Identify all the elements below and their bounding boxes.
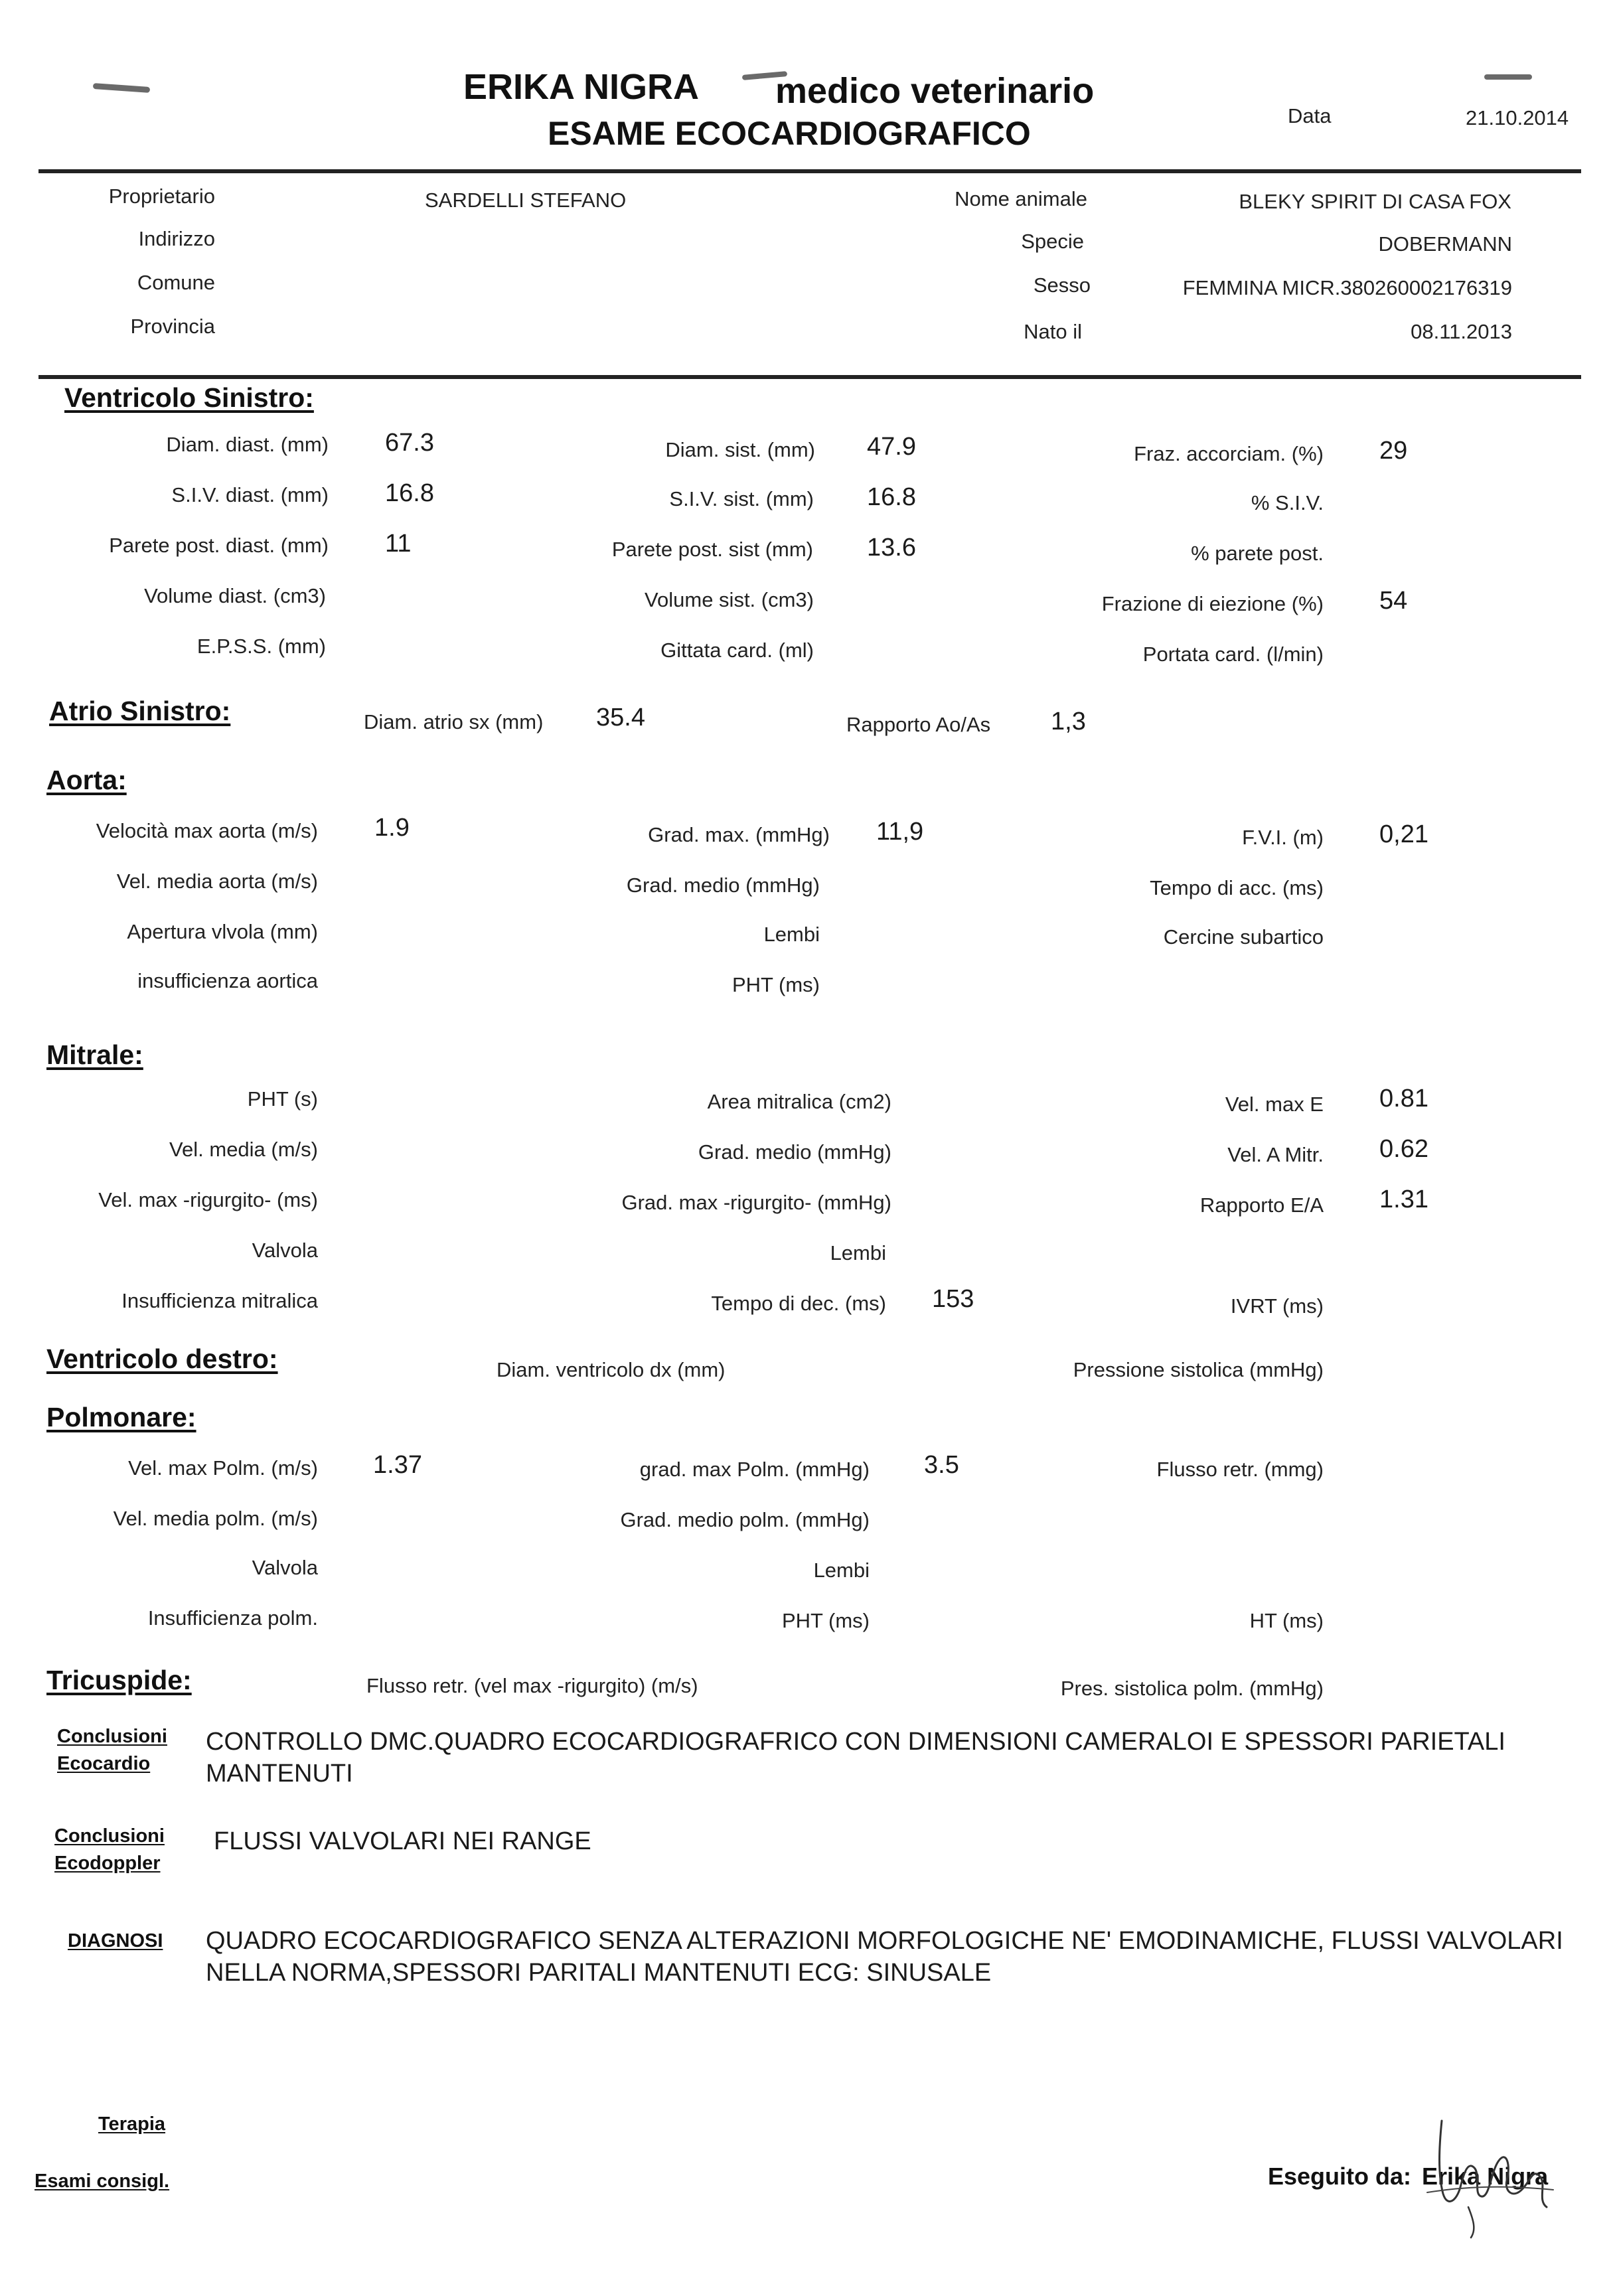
signature-stroke [1427, 2187, 1553, 2192]
ao-grad-medio-label: Grad. medio (mmHg) [626, 874, 820, 897]
mi-vel-max-e-label: Vel. max E [1225, 1093, 1324, 1116]
mi-tempo-dec-label: Tempo di dec. (ms) [711, 1292, 886, 1315]
vs-vol-sist-label: Volume sist. (cm3) [645, 588, 814, 611]
diagnosi-text: QUADRO ECOCARDIOGRAFICO SENZA ALTERAZIONI MORFOLOGICHE NE' EMODINAMICHE, FLUSSI VALVOLARI NELLA NORMA,SPESSORI PARITALI MANTENUTI ECG: SINUSALE [206, 1927, 1563, 1987]
vd-pressione-label: Pressione sistolica (mmHg) [1073, 1358, 1324, 1381]
mi-ivrt-label: IVRT (ms) [1230, 1294, 1324, 1318]
scan-mark [1484, 74, 1532, 80]
as-diam-label: Diam. atrio sx (mm) [364, 710, 544, 733]
as-rapporto-value: 1,3 [1051, 708, 1086, 735]
vs-parete-sist-label: Parete post. sist (mm) [611, 538, 813, 561]
section-polmonare: Polmonare: [46, 1402, 196, 1432]
ao-vel-max-label: Velocità max aorta (m/s) [96, 819, 318, 842]
as-rapporto-label: Rapporto Ao/As [846, 713, 991, 736]
vs-parete-diast-label: Parete post. diast. (mm) [109, 534, 329, 557]
po-grad-max-value: 3.5 [924, 1451, 959, 1479]
ao-tempo-acc-label: Tempo di acc. (ms) [1150, 876, 1324, 899]
vs-frazione-label: Frazione di eiezione (%) [1101, 592, 1324, 615]
mi-vel-max-rig-label: Vel. max -rigurgito- (ms) [98, 1188, 318, 1211]
specie-label: Specie [1021, 230, 1084, 253]
vs-siv-diast-value: 16.8 [385, 479, 434, 507]
section-atrio-sinistro: Atrio Sinistro: [49, 696, 231, 726]
as-diam-value: 35.4 [596, 704, 645, 731]
mi-vel-a-value: 0.62 [1379, 1135, 1428, 1163]
vs-parete-diast-value: 11 [385, 530, 412, 558]
po-grad-max-label: grad. max Polm. (mmHg) [639, 1458, 870, 1481]
date-value: 21.10.2014 [1466, 106, 1569, 129]
date-label: Data [1288, 104, 1332, 127]
conclusioni-ecodoppler-label: Conclusioni Ecodoppler [54, 1825, 165, 1874]
sesso-label: Sesso [1033, 273, 1091, 297]
po-lembi-label: Lembi [813, 1559, 870, 1582]
signature-stroke [1440, 2121, 1547, 2207]
section-ventricolo-sinistro: Ventricolo Sinistro: [64, 382, 314, 413]
mi-valvola-label: Valvola [252, 1239, 318, 1262]
conclusioni-ecocardio-label: Conclusioni Ecocardio [57, 1726, 167, 1774]
vs-diam-sist-value: 47.9 [867, 433, 916, 461]
vs-siv-sist-value: 16.8 [867, 483, 916, 511]
vs-gittata-label: Gittata card. (ml) [660, 639, 814, 662]
clinic-role: medico veterinario [775, 71, 1095, 111]
po-insuff-label: Insufficienza polm. [147, 1606, 318, 1630]
comune-label: Comune [137, 271, 215, 294]
conclusioni-ecodoppler-text: FLUSSI VALVOLARI NEI RANGE [214, 1827, 591, 1855]
signature-stroke [1468, 2207, 1474, 2238]
ao-fvi-value: 0,21 [1379, 820, 1428, 848]
section-mitrale: Mitrale: [46, 1039, 143, 1070]
proprietario-value: SARDELLI STEFANO [425, 189, 627, 212]
ao-vel-media-label: Vel. media aorta (m/s) [116, 870, 318, 893]
ao-apertura-label: Apertura vlvola (mm) [127, 920, 318, 943]
mi-tempo-dec-value: 153 [932, 1285, 974, 1313]
mi-rapporto-value: 1.31 [1379, 1186, 1428, 1213]
po-vel-max-label: Vel. max Polm. (m/s) [128, 1456, 318, 1480]
po-flusso-label: Flusso retr. (mmg) [1156, 1458, 1324, 1481]
mi-grad-max-rig-label: Grad. max -rigurgito- (mmHg) [621, 1191, 891, 1214]
vs-vol-diast-label: Volume diast. (cm3) [144, 584, 326, 607]
vs-fraz-value: 29 [1379, 437, 1408, 465]
tr-flusso-label: Flusso retr. (vel max -rigurgito) (m/s) [366, 1674, 698, 1697]
diagnosi-label: DIAGNOSI [68, 1930, 163, 1952]
indirizzo-label: Indirizzo [138, 227, 215, 250]
ao-pht-label: PHT (ms) [731, 973, 820, 996]
vs-epss-label: E.P.S.S. (mm) [196, 635, 326, 658]
mi-vel-media-label: Vel. media (m/s) [169, 1138, 318, 1161]
signature [1407, 2107, 1560, 2240]
mi-lembi-label: Lembi [830, 1241, 886, 1264]
header-divider [38, 169, 1581, 173]
vs-pct-parete-label: % parete post. [1191, 542, 1324, 565]
scan-mark [93, 83, 150, 93]
po-valvola-label: Valvola [252, 1556, 318, 1579]
mi-rapporto-label: Rapporto E/A [1199, 1193, 1324, 1217]
vs-fraz-label: Fraz. accorciam. (%) [1134, 442, 1324, 465]
specie-value: DOBERMANN [1378, 232, 1512, 256]
terapia-label: Terapia [98, 2113, 166, 2135]
ao-grad-max-value: 11,9 [876, 818, 924, 846]
mi-area-label: Area mitralica (cm2) [707, 1090, 891, 1113]
vd-diam-label: Diam. ventricolo dx (mm) [497, 1358, 726, 1381]
clinic-name: ERIKA NIGRA [463, 67, 700, 107]
vs-portata-label: Portata card. (l/min) [1142, 643, 1324, 666]
nato-value: 08.11.2013 [1411, 320, 1512, 343]
provincia-label: Provincia [130, 315, 215, 338]
nome-animale-value: BLEKY SPIRIT DI CASA FOX [1239, 190, 1511, 213]
po-ht-label: HT (ms) [1249, 1609, 1324, 1632]
mi-grad-medio-label: Grad. medio (mmHg) [698, 1140, 891, 1164]
section-aorta: Aorta: [46, 765, 127, 795]
section-ventricolo-destro: Ventricolo destro: [46, 1343, 278, 1374]
vs-diam-diast-label: Diam. diast. (mm) [166, 433, 329, 456]
ao-fvi-label: F.V.I. (m) [1242, 826, 1324, 849]
esami-label: Esami consigl. [35, 2171, 170, 2192]
conclusioni-ecocardio-text: CONTROLLO DMC.QUADRO ECOCARDIOGRAFRICO CON DIMENSIONI CAMERALOI E SPESSORI PARIETALI MANTENUTI [206, 1728, 1505, 1788]
ao-lembi-label: Lembi [763, 923, 820, 946]
vs-siv-diast-label: S.I.V. diast. (mm) [171, 483, 329, 506]
mi-pht-label: PHT (s) [247, 1087, 318, 1110]
mi-vel-a-label: Vel. A Mitr. [1227, 1143, 1324, 1166]
ao-vel-max-value: 1.9 [374, 814, 410, 842]
mi-insuff-label: Insufficienza mitralica [121, 1289, 318, 1312]
vs-frazione-value: 54 [1379, 587, 1408, 615]
info-divider [38, 375, 1581, 379]
vs-siv-sist-label: S.I.V. sist. (mm) [669, 487, 814, 510]
vs-pct-siv-label: % S.I.V. [1251, 491, 1324, 514]
eseguito-label: Eseguito da: [1268, 2163, 1412, 2190]
vs-parete-sist-value: 13.6 [867, 534, 916, 562]
tr-pres-label: Pres. sistolica polm. (mmHg) [1060, 1677, 1324, 1700]
ao-insuff-label: insufficienza aortica [137, 969, 318, 992]
eseguito-name: Erika Nigra [1422, 2163, 1549, 2190]
vs-diam-sist-label: Diam. sist. (mm) [665, 438, 815, 461]
po-grad-medio-label: Grad. medio polm. (mmHg) [620, 1508, 870, 1531]
section-tricuspide: Tricuspide: [46, 1665, 192, 1695]
ao-cercine-label: Cercine subartico [1163, 925, 1324, 949]
vs-diam-diast-value: 67.3 [385, 429, 434, 457]
nato-label: Nato il [1024, 320, 1082, 343]
exam-title: ESAME ECOCARDIOGRAFICO [548, 115, 1031, 152]
po-vel-media-label: Vel. media polm. (m/s) [113, 1507, 318, 1530]
nome-animale-label: Nome animale [955, 187, 1087, 210]
sesso-value: FEMMINA MICR.380260002176319 [1182, 276, 1512, 299]
ao-grad-max-label: Grad. max. (mmHg) [648, 823, 830, 846]
po-pht-label: PHT (ms) [781, 1609, 870, 1632]
po-vel-max-value: 1.37 [373, 1451, 422, 1479]
mi-vel-max-e-value: 0.81 [1379, 1085, 1428, 1112]
proprietario-label: Proprietario [108, 185, 215, 208]
